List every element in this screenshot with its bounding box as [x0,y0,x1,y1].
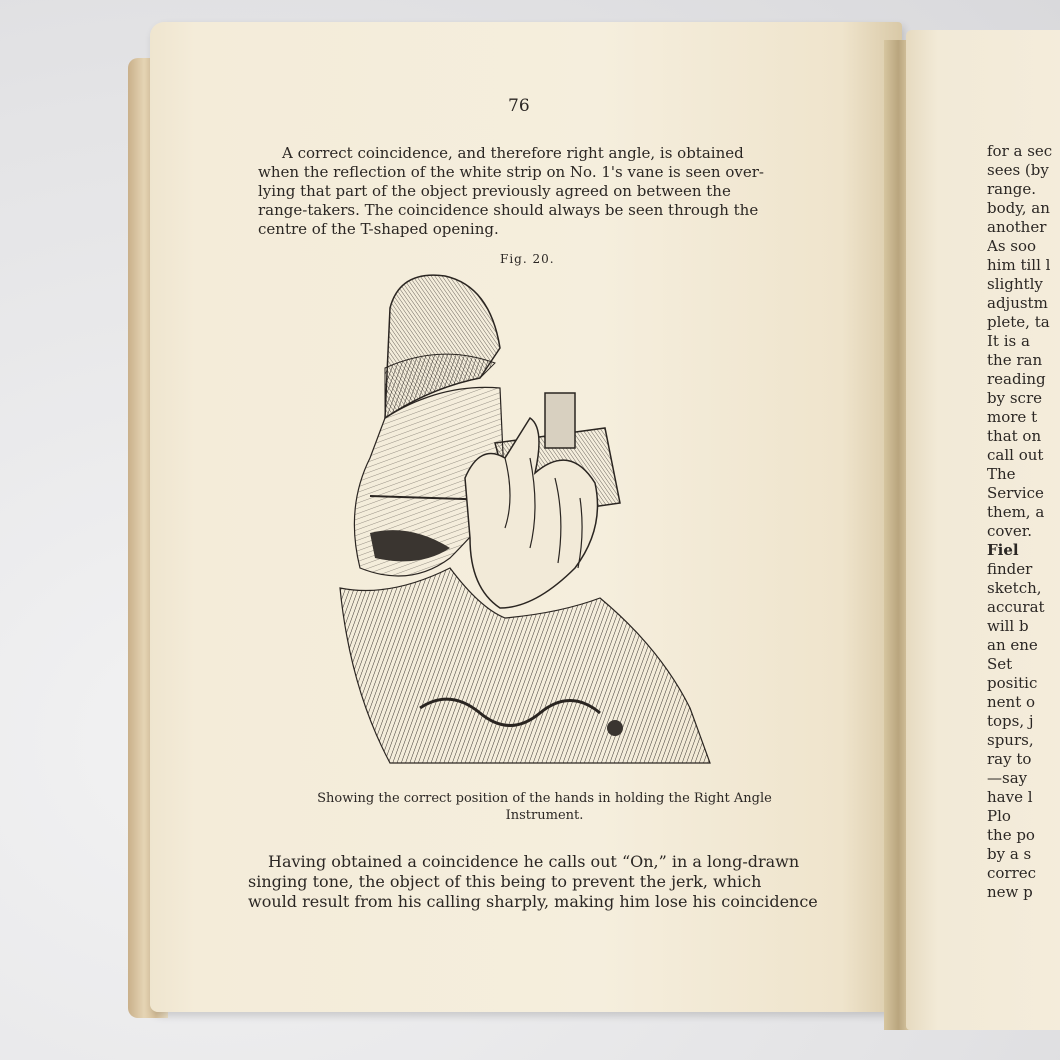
text-line: cover. [987,522,1033,540]
text-line: call out [987,446,1044,464]
text-line: the ran [987,351,1043,369]
figure-label: Fig. 20. [500,252,555,266]
text-line: slightly [987,275,1043,293]
text-line: would result from his calling sharply, making him lose his coincidence [248,892,818,911]
page-number: 76 [508,96,530,116]
instrument-vane [545,393,575,448]
text-line: have l [987,788,1033,806]
text-line: tops, j [987,712,1034,730]
text-line: new p [987,883,1033,901]
text-line: It is a [987,332,1030,350]
text-line: will b [987,617,1029,635]
paragraph-top [258,144,814,239]
caption-line: Instrument. [505,808,584,823]
text-line: singing tone, the object of this being to prevent the jerk, which [248,872,762,891]
text-line: another [987,218,1047,236]
text-line: that on [987,427,1042,445]
text-line: centre of the T-shaped opening. [258,220,499,238]
text-line: correc [987,864,1037,882]
text-line: by scre [987,389,1042,407]
text-line: nent o [987,693,1036,711]
text-line: an ene [987,636,1038,654]
text-line: Set [987,655,1013,673]
text-line: by a s [987,845,1032,863]
text-line: Plo [987,807,1011,825]
text-line: finder [987,560,1033,578]
text-line: sketch, [987,579,1042,597]
text-line: reading [987,370,1046,388]
caption-line: Showing the correct position of the hands in holding the Right Angle [317,791,772,806]
paragraph-bottom [248,852,822,912]
text-line: the po [987,826,1035,844]
text-line: ray to [987,750,1032,768]
text-line: As soo [987,237,1037,255]
text-line: positic [987,674,1038,692]
text-line: accurat [987,598,1045,616]
text-line: spurs, [987,731,1034,749]
text-line: when the reflection of the white strip on No. 1's vane is seen over- [258,163,764,181]
text-line: them, a [987,503,1045,521]
text-line: range-takers. The coincidence should always be seen through the [258,201,759,219]
text-line: range. [987,180,1037,198]
text-line: plete, ta [987,313,1050,331]
text-line: body, an [987,199,1050,217]
text-line: Service [987,484,1044,502]
engraving-illustration [330,268,730,768]
coat-button [607,720,623,736]
text-line: lying that part of the object previously agreed on between the [258,182,731,200]
text-line: Having obtained a coincidence he calls out “On,” in a long-drawn [268,852,800,871]
figure-caption [272,790,817,824]
text-line: for a sec [987,142,1053,160]
text-line: —say [987,769,1028,787]
text-line: The [987,465,1016,483]
text-line: adjustm [987,294,1048,312]
text-line: Fiel [987,541,1019,559]
text-line: him till l [987,256,1051,274]
text-line: more t [987,408,1038,426]
right-page-text [987,142,1060,902]
text-line: A correct coincidence, and therefore right angle, is obtained [282,144,744,162]
text-line: sees (by [987,161,1049,179]
